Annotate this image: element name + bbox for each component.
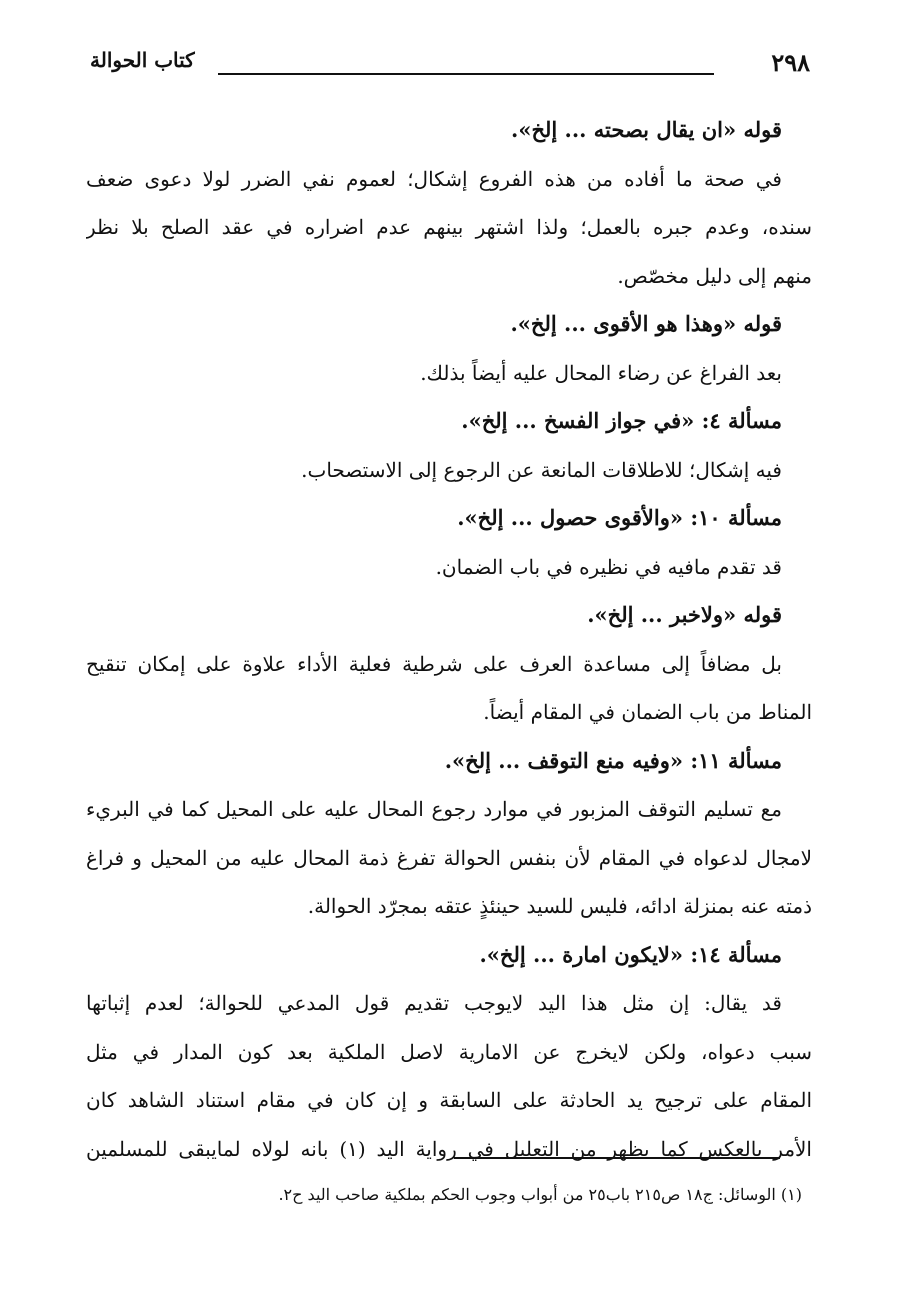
- heading-qawluh-2: قوله «وهذا هو الأقوى ... إلخ».: [510, 311, 782, 336]
- text-line: بعد الفراغ عن رضاء المحال عليه أيضاً بذلك.: [420, 360, 782, 385]
- page-number: ٢٩٨: [771, 48, 810, 77]
- text-line: المناط من باب الضمان في المقام أيضاً.: [483, 700, 812, 724]
- text-line: فيه إشكال؛ للاطلاقات المانعة عن الرجوع إلى الاستصحاب.: [301, 457, 782, 482]
- heading-masala-11: مسألة ١١: «وفيه منع التوقف ... إلخ».: [444, 747, 782, 773]
- heading-masala-4: مسألة ٤: «في جواز الفسخ ... إلخ».: [461, 408, 782, 433]
- text-line: قد يقال: إن مثل هذا اليد لايوجب تقديم قول المدعي للحوالة؛ لعدم إثباتها: [86, 991, 782, 1015]
- heading-masala-14: مسألة ١٤: «لايكون امارة ... إلخ».: [479, 941, 782, 967]
- heading-masala-10: مسألة ١٠: «والأقوى حصول ... إلخ».: [457, 505, 782, 530]
- header-rule: [218, 73, 714, 75]
- text-line: ذمته عنه بمنزلة ادائه، فليس للسيد حينئذٍ عتقه بمجرّد الحوالة.: [307, 894, 812, 918]
- text-line: قد تقدم مافيه في نظيره في باب الضمان.: [435, 554, 782, 579]
- text-line: منهم إلى دليل مخصّص.: [617, 263, 812, 288]
- text-line: مع تسليم التوقف المزبور في موارد رجوع المحال عليه على المحيل كما في البريء: [86, 797, 782, 821]
- running-title: كتاب الحوالة: [90, 48, 195, 72]
- heading-qawluh-3: قوله «ولاخبر ... إلخ».: [587, 602, 782, 627]
- footnote-rule: [454, 1157, 780, 1159]
- text-line: سبب دعواه، ولكن لايخرج عن الامارية لاصل الملكية بعد كون المدار في مثل: [86, 1039, 812, 1064]
- heading-qawluh-1: قوله «ان يقال بصحته ... إلخ».: [511, 117, 782, 142]
- page-header: [90, 48, 810, 88]
- text-line: المقام على ترجيح يد الحادثة على السابقة و إن كان في مقام استناد الشاهد كان: [86, 1088, 812, 1112]
- body-text: [86, 106, 812, 1173]
- footnote: (١) الوسائل: ج١٨ ص٢١٥ باب٢٥ من أبواب وجوب الحكم بملكية صاحب اليد ح٢.: [278, 1185, 802, 1204]
- text-line: لامجال لدعواه في المقام لأن بنفس الحوالة تفرغ ذمة المحال عليه من المحيل و فراغ: [86, 845, 812, 870]
- text-line: سنده، وعدم جبره بالعمل؛ ولذا اشتهر بينهم عدم اضراره في عقد الصلح بلا نظر: [86, 215, 812, 239]
- text-line: بل مضافاً إلى مساعدة العرف على شرطية فعلية الأداء علاوة على إمكان تنقيح: [86, 651, 782, 676]
- text-line: في صحة ما أفاده من هذه الفروع إشكال؛ لعموم نفي الضرر لولا دعوى ضعف: [86, 166, 782, 191]
- text-line: الأمر بالعكس كما يظهر من التعليل في رواية اليد (١) بانه لولاه لمايبقى للمسلمين: [86, 1136, 812, 1161]
